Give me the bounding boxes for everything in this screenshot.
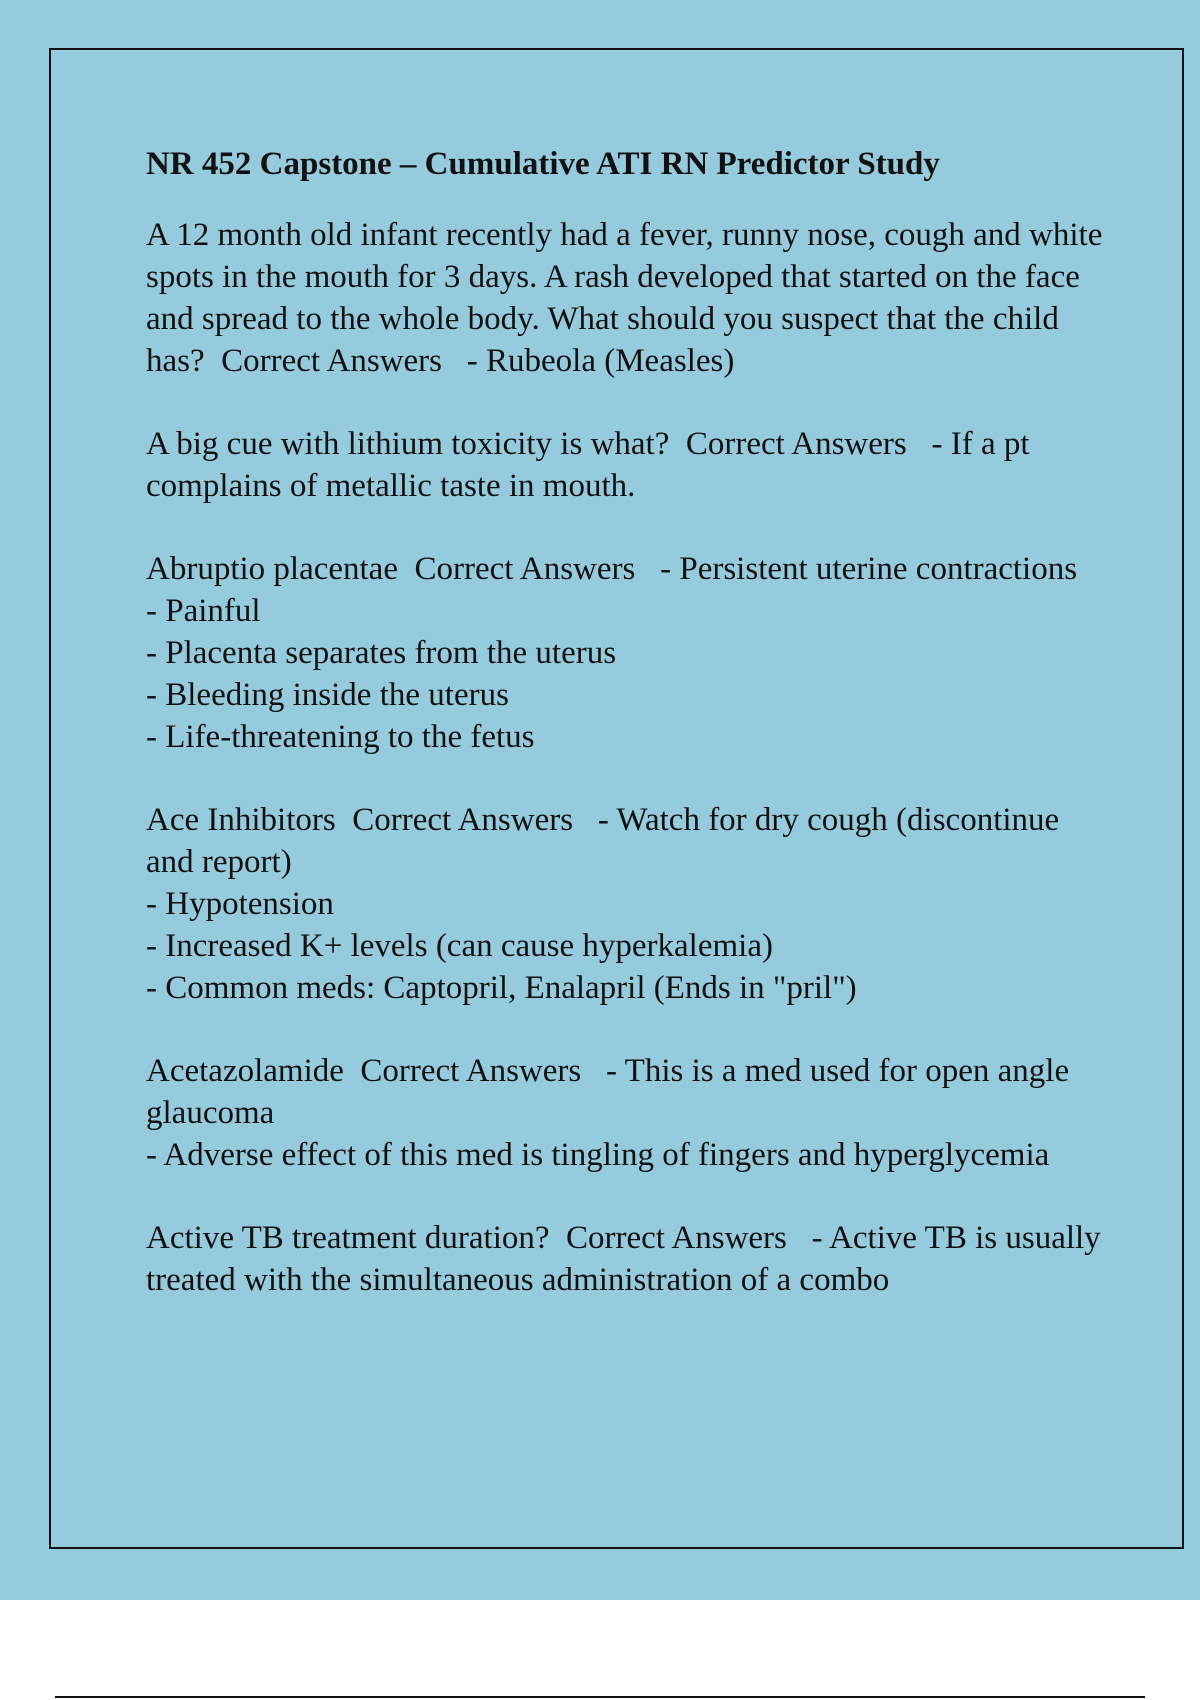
qa-answer: - Active TB is usually treated with the simultaneous administration of a combo <box>146 1220 1101 1298</box>
qa-label: Correct Answers <box>414 551 636 587</box>
qa-answer: - Watch for dry cough (discontinue and report) <box>146 802 1060 880</box>
document-body <box>146 143 1106 1342</box>
qa-answer: - Persistent uterine contractions <box>660 551 1078 587</box>
qa-line <box>146 1217 1106 1301</box>
qa-entry-abruptio <box>146 548 1106 758</box>
qa-line <box>146 214 1106 382</box>
qa-entry-ace-inhibitors <box>146 799 1106 1009</box>
qa-question: Active TB treatment duration? <box>146 1220 550 1256</box>
qa-answer: - Rubeola (Measles) <box>466 343 735 379</box>
qa-bullet: - Life-threatening to the fetus <box>146 719 535 755</box>
qa-entry-active-tb <box>146 1217 1106 1301</box>
qa-bullet: - Bleeding inside the uterus <box>146 677 509 713</box>
qa-bullet: - Painful <box>146 593 261 629</box>
qa-bullet: - Placenta separates from the uterus <box>146 635 617 671</box>
qa-question: A big cue with lithium toxicity is what? <box>146 426 670 462</box>
qa-bullet: - Adverse effect of this med is tingling of fingers and hyperglycemia <box>146 1137 1050 1173</box>
qa-question: Acetazolamide <box>146 1053 344 1089</box>
qa-question: A 12 month old infant recently had a fever, runny nose, cough and white spots in the mouth for 3 days. A rash developed that started on the face and spread to the whole body. What should you suspect that the child has? <box>146 217 1103 379</box>
qa-label: Correct Answers <box>685 426 907 462</box>
qa-label: Correct Answers <box>221 343 443 379</box>
qa-question: Ace Inhibitors <box>146 802 336 838</box>
qa-bullet: - Hypotension <box>146 886 334 922</box>
qa-answer: - If a pt complains of metallic taste in mouth. <box>146 426 1030 504</box>
qa-line <box>146 1050 1106 1134</box>
qa-entry-lithium <box>146 423 1106 507</box>
qa-label: Correct Answers <box>566 1220 787 1256</box>
qa-question: Abruptio placentae <box>146 551 398 587</box>
qa-bullet: - Common meds: Captopril, Enalapril (Ends in "pril") <box>146 970 857 1006</box>
qa-label: Correct Answers <box>360 1053 582 1089</box>
qa-line <box>146 799 1106 883</box>
bottom-divider <box>55 1696 1145 1698</box>
qa-line <box>146 548 1106 590</box>
document-title: NR 452 Capstone – Cumulative ATI RN Predictor Study <box>146 146 940 182</box>
qa-entry-measles <box>146 214 1106 382</box>
qa-line <box>146 423 1106 507</box>
qa-entry-acetazolamide <box>146 1050 1106 1176</box>
qa-label: Correct Answers <box>352 802 574 838</box>
qa-answer: - This is a med used for open angle glaucoma <box>146 1053 1070 1131</box>
qa-bullet: - Increased K+ levels (can cause hyperkalemia) <box>146 928 773 964</box>
